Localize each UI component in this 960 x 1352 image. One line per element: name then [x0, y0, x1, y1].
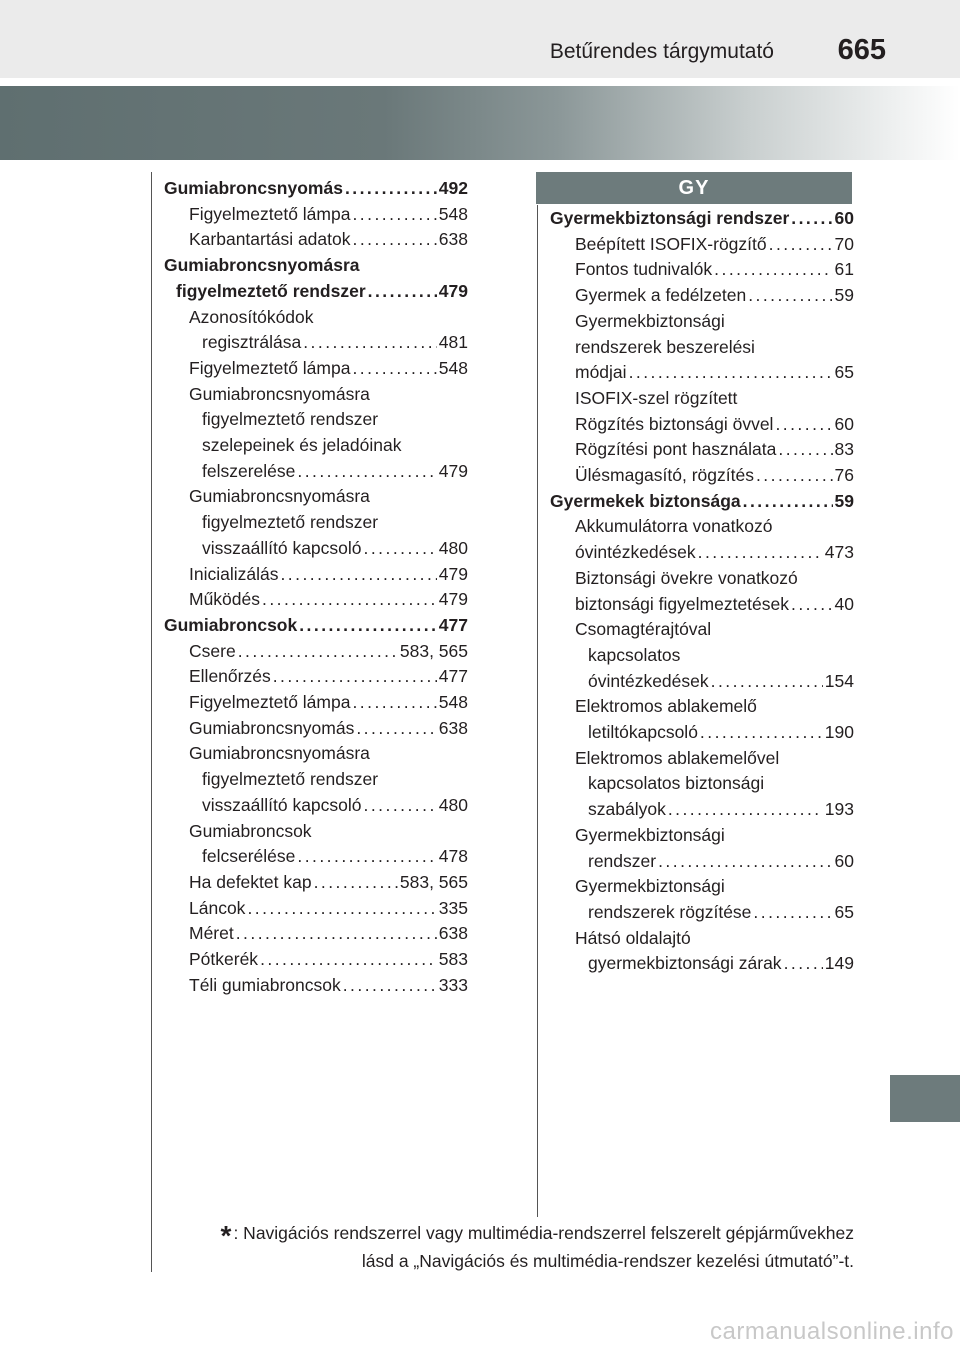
index-entry-leader — [775, 412, 832, 438]
index-entry-page: 548 — [438, 357, 468, 378]
index-entry-page: 60 — [834, 413, 854, 434]
index-entry — [550, 257, 854, 283]
index-entry — [164, 382, 468, 408]
index-entry-leader — [356, 716, 436, 742]
index-entry-page: 193 — [824, 799, 854, 820]
index-entry-leader — [353, 227, 437, 253]
index-entry-leader — [236, 921, 437, 947]
index-entry — [550, 386, 854, 412]
index-entry — [164, 356, 468, 382]
index-entry — [550, 643, 854, 669]
index-entry — [164, 767, 468, 793]
index-entry-term: Gyermekbiztonsági — [575, 876, 725, 897]
index-entry — [550, 951, 854, 977]
index-entry — [550, 771, 854, 797]
index-entry — [550, 309, 854, 335]
index-entry — [164, 973, 468, 999]
index-entry-term: Karbantartási adatok — [189, 229, 351, 250]
index-entry-term: Gumiabroncsnyomás — [189, 717, 355, 738]
index-entry-leader — [368, 279, 437, 305]
index-entry-term: Gumiabroncsnyomásra — [189, 486, 370, 507]
index-entry-term: módjai — [575, 362, 627, 383]
index-entry — [550, 283, 854, 309]
footnote-marker: * — [220, 1220, 232, 1251]
index-entry-term: szabályok — [588, 799, 666, 820]
index-entry-leader — [352, 356, 436, 382]
index-entry-term: rendszerek rögzítése — [588, 901, 752, 922]
index-entry — [550, 489, 854, 515]
index-entry — [164, 562, 468, 588]
index-entry-term: Gumiabroncsnyomásra — [189, 383, 370, 404]
index-entry-term: Beépített ISOFIX-rögzítő — [575, 233, 767, 254]
index-entry-page: 583, 565 — [399, 640, 468, 661]
index-entry-term: Méret — [189, 923, 234, 944]
index-entry — [164, 330, 468, 356]
index-entry — [550, 669, 854, 695]
index-entry-page: 477 — [438, 666, 468, 687]
index-entry-term: figyelmeztető rendszer — [202, 409, 379, 430]
index-entry-page: 479 — [438, 563, 468, 584]
index-entry-term: Ülésmagasító, rögzítés — [575, 465, 754, 486]
index-entry — [550, 849, 854, 875]
index-entry-page: 60 — [834, 208, 854, 228]
index-entry — [550, 360, 854, 386]
column-divider-middle — [537, 205, 538, 1217]
index-entry — [550, 335, 854, 361]
index-entry-term: Gumiabroncsnyomásra — [164, 255, 360, 276]
index-entry-leader — [364, 536, 437, 562]
index-entry — [550, 746, 854, 772]
index-entry-leader — [314, 870, 398, 896]
index-entry — [164, 741, 468, 767]
index-entry-page: 65 — [834, 362, 854, 383]
index-entry-page: 481 — [438, 332, 468, 353]
index-entry-leader — [791, 592, 833, 618]
index-entry-term: Elektromos ablakemelővel — [575, 747, 780, 768]
index-entry-term: visszaállító kapcsoló — [202, 537, 362, 558]
index-entry-leader — [238, 639, 398, 665]
index-entry-term: Figyelmeztető lámpa — [189, 692, 351, 713]
index-entry — [164, 407, 468, 433]
index-entry-page: 583, 565 — [399, 871, 468, 892]
index-entry-term: Csere — [189, 640, 236, 661]
index-entry-leader — [748, 283, 832, 309]
index-entry — [164, 253, 468, 279]
index-entry — [550, 566, 854, 592]
index-entry-page: 478 — [438, 846, 468, 867]
index-entry — [164, 793, 468, 819]
index-entry-page: 638 — [438, 717, 468, 738]
index-entry-leader — [352, 202, 436, 228]
index-entry-page: 638 — [438, 229, 468, 250]
index-entry-term: Gyermek a fedélzeten — [575, 285, 747, 306]
index-entry — [550, 540, 854, 566]
index-entry-leader — [784, 951, 823, 977]
index-entry-leader — [280, 562, 436, 588]
index-entry-term: Figyelmeztető lámpa — [189, 203, 351, 224]
index-entry-term: Téli gumiabroncsok — [189, 974, 341, 995]
index-entry — [164, 921, 468, 947]
index-entry — [164, 844, 468, 870]
index-entry-term: figyelmeztető rendszer — [202, 512, 379, 533]
index-entry — [550, 437, 854, 463]
index-entry-page: 477 — [438, 614, 468, 635]
index-entry — [164, 459, 468, 485]
index-entry-page: 479 — [438, 589, 468, 610]
index-entry-term: Ha defektet kap — [189, 871, 312, 892]
index-entry-page: 480 — [438, 794, 468, 815]
index-entry — [550, 926, 854, 952]
index-entry-term: Gyermekek biztonsága — [550, 490, 741, 511]
index-entry-leader — [352, 690, 436, 716]
index-entry — [550, 823, 854, 849]
index-entry-term: felszerelése — [202, 460, 296, 481]
index-entry-term: Rögzítési pont használata — [575, 439, 777, 460]
index-entry-term: regisztrálása — [202, 332, 302, 353]
index-entry-leader — [700, 720, 823, 746]
index-entry — [550, 592, 854, 618]
index-entry-page: 335 — [438, 897, 468, 918]
index-entry-leader — [299, 613, 437, 639]
index-entry-term: Gyermekbiztonsági — [575, 824, 725, 845]
index-entry — [164, 305, 468, 331]
index-entry-term: Pótkerék — [189, 949, 259, 970]
index-entry-term: kapcsolatos — [588, 644, 681, 665]
column-divider-left — [151, 172, 152, 1272]
index-entry-leader — [769, 232, 833, 258]
footnote-text-1: : Navigációs rendszerrel vagy multimédia-rendszerrel felszerelt gépjárművekhez — [233, 1223, 854, 1243]
index-entry-leader — [297, 459, 436, 485]
index-entry-term: Gumiabroncsnyomás — [164, 178, 343, 198]
index-entry-page: 548 — [438, 203, 468, 224]
index-entry-page: 548 — [438, 692, 468, 713]
index-entry-term: óvintézkedések — [588, 670, 709, 691]
index-entry — [550, 797, 854, 823]
index-entry-term: Akkumulátorra vonatkozó — [575, 516, 773, 537]
index-entry-page: 59 — [834, 285, 854, 306]
index-column-right — [550, 206, 854, 977]
index-entry-page: 190 — [824, 722, 854, 743]
index-entry-leader — [343, 973, 437, 999]
index-entry-term: figyelmeztető rendszer — [202, 769, 379, 790]
footnote — [164, 1221, 854, 1274]
index-entry — [550, 874, 854, 900]
index-entry — [164, 819, 468, 845]
index-entry-term: felcserélése — [202, 846, 296, 867]
index-entry-term: óvintézkedések — [575, 542, 696, 563]
footnote-line-1 — [164, 1221, 854, 1249]
index-entry — [164, 690, 468, 716]
index-entry — [164, 947, 468, 973]
index-entry — [164, 587, 468, 613]
index-entry-term: Gyermekbiztonsági rendszer — [550, 208, 790, 228]
index-entry — [164, 639, 468, 665]
running-title: Betűrendes tárgymutató — [549, 40, 774, 63]
index-entry — [164, 484, 468, 510]
index-entry — [164, 279, 468, 305]
index-entry-term: Működés — [189, 589, 261, 610]
index-entry-leader — [714, 257, 832, 283]
watermark: carmanualsonline.info — [710, 1318, 954, 1345]
index-entry-term: szelepeinek és jeladóinak — [202, 435, 402, 456]
index-entry-term: Biztonsági övekre vonatkozó — [575, 567, 798, 588]
index-entry — [164, 896, 468, 922]
index-entry-leader — [756, 463, 833, 489]
index-entry-page: 154 — [824, 670, 854, 691]
index-entry-leader — [711, 669, 823, 695]
index-entry-leader — [273, 664, 437, 690]
index-entry — [550, 617, 854, 643]
index-entry — [164, 510, 468, 536]
index-entry-page: 65 — [834, 901, 854, 922]
index-entry — [550, 463, 854, 489]
index-entry-page: 76 — [834, 465, 854, 486]
index-entry — [164, 870, 468, 896]
index-entry-page: 480 — [438, 537, 468, 558]
index-entry-term: Gumiabroncsnyomásra — [189, 743, 370, 764]
index-entry-term: Csomagtérajtóval — [575, 619, 712, 640]
section-letter-bar: GY — [536, 172, 852, 204]
index-entry — [164, 664, 468, 690]
index-entry-page: 638 — [438, 923, 468, 944]
index-entry-page: 149 — [824, 953, 854, 974]
index-entry-leader — [658, 849, 832, 875]
index-entry-page: 61 — [834, 259, 854, 280]
index-entry — [164, 613, 468, 639]
index-entry-term: Ellenőrzés — [189, 666, 271, 687]
index-entry-page: 492 — [438, 178, 468, 198]
index-entry-term: Gumiabroncsok — [189, 820, 312, 841]
page-number: 665 — [837, 34, 886, 66]
index-entry-page: 40 — [834, 593, 854, 614]
header-band — [0, 86, 960, 160]
index-entry-term: kapcsolatos biztonsági — [588, 773, 765, 794]
index-entry-term: Gumiabroncsok — [164, 614, 298, 635]
index-entry — [164, 176, 468, 202]
index-entry-leader — [303, 330, 437, 356]
index-entry-leader — [629, 360, 833, 386]
index-entry-term: Rögzítés biztonsági övvel — [575, 413, 774, 434]
index-entry — [550, 206, 854, 232]
index-entry — [164, 227, 468, 253]
index-entry — [550, 900, 854, 926]
index-entry-leader — [791, 206, 832, 232]
index-entry-page: 83 — [834, 439, 854, 460]
index-entry-leader — [753, 900, 832, 926]
top-strip — [0, 0, 960, 78]
index-entry-page: 60 — [834, 850, 854, 871]
index-entry-term: visszaállító kapcsoló — [202, 794, 362, 815]
index-entry-term: Gyermekbiztonsági — [575, 310, 725, 331]
index-entry — [164, 433, 468, 459]
index-entry-term: Hátsó oldalajtó — [575, 927, 691, 948]
index-entry-term: Fontos tudnivalók — [575, 259, 713, 280]
index-entry — [550, 514, 854, 540]
index-entry — [164, 202, 468, 228]
index-entry-leader — [297, 844, 436, 870]
index-entry — [550, 412, 854, 438]
index-entry-term: rendszer — [588, 850, 657, 871]
index-entry — [164, 536, 468, 562]
index-entry-page: 479 — [438, 460, 468, 481]
index-entry-leader — [262, 587, 437, 613]
index-entry-term: letiltókapcsoló — [588, 722, 698, 743]
index-entry-leader — [778, 437, 832, 463]
index-entry-term: Láncok — [189, 897, 246, 918]
index-entry-term: rendszerek beszerelési — [575, 336, 755, 357]
footnote-text-2: lásd a „Navigációs és multimédia-rendszer kezelési útmutató”-t. — [361, 1250, 854, 1271]
index-entry-term: Inicializálás — [189, 563, 279, 584]
index-entry — [550, 232, 854, 258]
index-entry-leader — [698, 540, 823, 566]
chapter-side-tab — [890, 1075, 960, 1122]
index-entry-leader — [364, 793, 437, 819]
index-entry-term: Azonosítókódok — [189, 306, 314, 327]
index-entry-term: figyelmeztető rendszer — [176, 280, 366, 301]
index-entry-leader — [668, 797, 823, 823]
index-column-left — [164, 176, 468, 999]
index-entry-term: biztonsági figyelmeztetések — [575, 593, 789, 614]
index-entry-page: 333 — [438, 974, 468, 995]
index-entry-leader — [247, 896, 436, 922]
index-entry-term: gyermekbiztonsági zárak — [588, 953, 782, 974]
index-entry-page: 473 — [824, 542, 854, 563]
index-entry-leader — [260, 947, 437, 973]
index-entry — [550, 720, 854, 746]
index-entry-page: 70 — [834, 233, 854, 254]
index-entry-term: Elektromos ablakemelő — [575, 696, 757, 717]
index-entry-leader — [743, 489, 833, 515]
index-entry-page: 583 — [438, 949, 468, 970]
index-entry-page: 59 — [834, 490, 854, 511]
index-entry-page: 479 — [438, 280, 468, 301]
index-entry — [164, 716, 468, 742]
index-entry — [550, 694, 854, 720]
index-entry-term: ISOFIX-szel rögzített — [575, 387, 738, 408]
index-entry-leader — [345, 176, 437, 202]
index-entry-term: Figyelmeztető lámpa — [189, 357, 351, 378]
